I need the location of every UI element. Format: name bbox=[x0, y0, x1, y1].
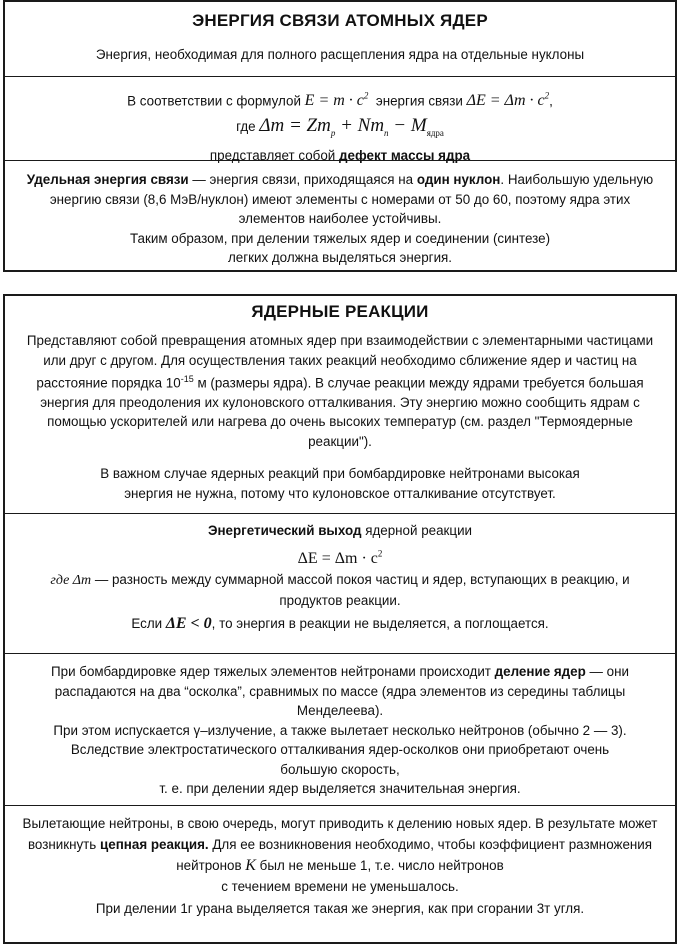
reactions-intro-text: Представляют собой превращения атомных ядер при взаимодействии с элементарными частицами или друг с другом. Для осуществления таких реакций необходимо сближение ядер и частиц на расстояние порядка $10^{-15}$ м (размеры ядра). В случае реакции между ядрами требуется большая энергия для преодоления их кулоновского отталкивания. Эту энергию можно сообщить ядрам с помощью ускорителей или нагрева до очень высоких температур (см. раздел "Термоядерные реакции"). bbox=[26, 333, 654, 449]
energy-yield-formula bbox=[19, 545, 661, 569]
nuclear-reactions-title: ЯДЕРНЫЕ РЕАКЦИИ bbox=[251, 302, 429, 321]
binding-energy-title: ЭНЕРГИЯ СВЯЗИ АТОМНЫХ ЯДЕР bbox=[192, 11, 488, 30]
binding-energy-formula-section bbox=[5, 77, 675, 164]
mass-defect-formula: $\Delta m = Zm_p + Nm_n - M_{ядра}$ bbox=[259, 115, 444, 139]
conclusion-text: Таким образом, при делении тяжелых ядер и соединении (синтезе) легких должна выделяться энергия. bbox=[129, 230, 551, 265]
nuclear-reactions-box bbox=[3, 294, 677, 944]
mass-defect-term: дефект массы ядра bbox=[339, 148, 471, 164]
formula-e-mc2: $E = m \cdot c^2$ bbox=[304, 91, 369, 110]
binding-energy-box bbox=[3, 0, 677, 272]
fission-energy-text: т. е. при делении ядер выделяется значительная энергия. bbox=[159, 781, 521, 796]
chain-condition-text: с течением времени не уменьшалось. bbox=[221, 879, 459, 894]
where-label: где bbox=[236, 119, 256, 135]
energy-yield-term: Энергетический выход bbox=[207, 523, 362, 538]
mass-difference-text: где Δm — разность между суммарной массой покоя частиц и ядер, вступающих в реакцию, и продуктов реакции. bbox=[50, 572, 630, 608]
fission-text: При бомбардировке ядер тяжелых элементов нейтронами происходит деление ядер — они распадаются на два “осколка”, сравнимых по массе (ядра элементов из середины таблицы Менделеева). bbox=[51, 664, 629, 718]
nuclear-reactions-intro-section bbox=[5, 296, 675, 514]
fission-radiation-text: При этом испускается γ–излучение, а также вылетает несколько нейтронов (обычно 2 — 3). Вследствие электростатического отталкивания ядер-осколков они приобретают очень большую скорость, bbox=[53, 722, 627, 777]
uranium-fact-text: При делении 1г урана выделяется такая же энергия, как при сгорании 3т угля. bbox=[95, 901, 585, 916]
fission-section bbox=[5, 654, 675, 806]
formula-line: В соответствии с формулой $E = m \cdot c^2$ энергия связи $\Delta E = \Delta m \cdot c^2$, bbox=[127, 91, 553, 110]
neutron-case-text: В важном случае ядерных реакций при бомбардировке нейтронами высокая энергия не нужна, потому что кулоновское отталкивание отсутствует. bbox=[100, 466, 580, 501]
chain-reaction-term: цепная реакция. bbox=[100, 837, 209, 852]
delta-e-formula: $\Delta E = \Delta m \cdot c^2$ bbox=[297, 548, 383, 567]
defect-line bbox=[5, 113, 675, 146]
formula-intro: В соответствии с формулой bbox=[127, 93, 301, 109]
absorption-condition: Если ΔE < 0, то энергия в реакции не выделяется, а поглощается. bbox=[131, 615, 549, 633]
specific-energy-term: Удельная энергия связи bbox=[26, 172, 189, 187]
chain-reaction-section bbox=[5, 806, 675, 920]
chain-reaction-text: Вылетающие нейтроны, в свою очередь, могут приводить к делению новых ядер. В результате может возникнуть цепная реакция. Для ее возникновения необходимо, чтобы коэффициент размножения нейтронов K был не меньше 1, т.е. число нейтронов bbox=[22, 816, 658, 874]
formula-delta-e: $\Delta E = \Delta m \cdot c^2$ bbox=[466, 91, 550, 110]
one-nucleon-term: один нуклон bbox=[416, 172, 501, 187]
represents-text: представляет собой bbox=[209, 148, 336, 164]
specific-energy-paragraph: Удельная энергия связи — энергия связи, приходящаяся на один нуклон. Наибольшую удельную энергию связи (8,6 МэВ/нуклон) имеют элементы с номерами от 50 до 60, поэтому ядра этих элементов наиболее устойчивы. bbox=[26, 172, 654, 226]
formula-mid: энергия связи bbox=[375, 93, 463, 109]
energy-yield-section bbox=[5, 514, 675, 654]
binding-energy-header bbox=[5, 2, 675, 77]
binding-energy-definition: Энергия, необходимая для полного расщепления ядра на отдельные нуклоны bbox=[95, 47, 585, 62]
fission-term: деление ядер bbox=[494, 664, 586, 679]
energy-yield-heading: Энергетический выход ядерной реакции bbox=[207, 523, 473, 538]
specific-energy-section bbox=[5, 161, 675, 268]
